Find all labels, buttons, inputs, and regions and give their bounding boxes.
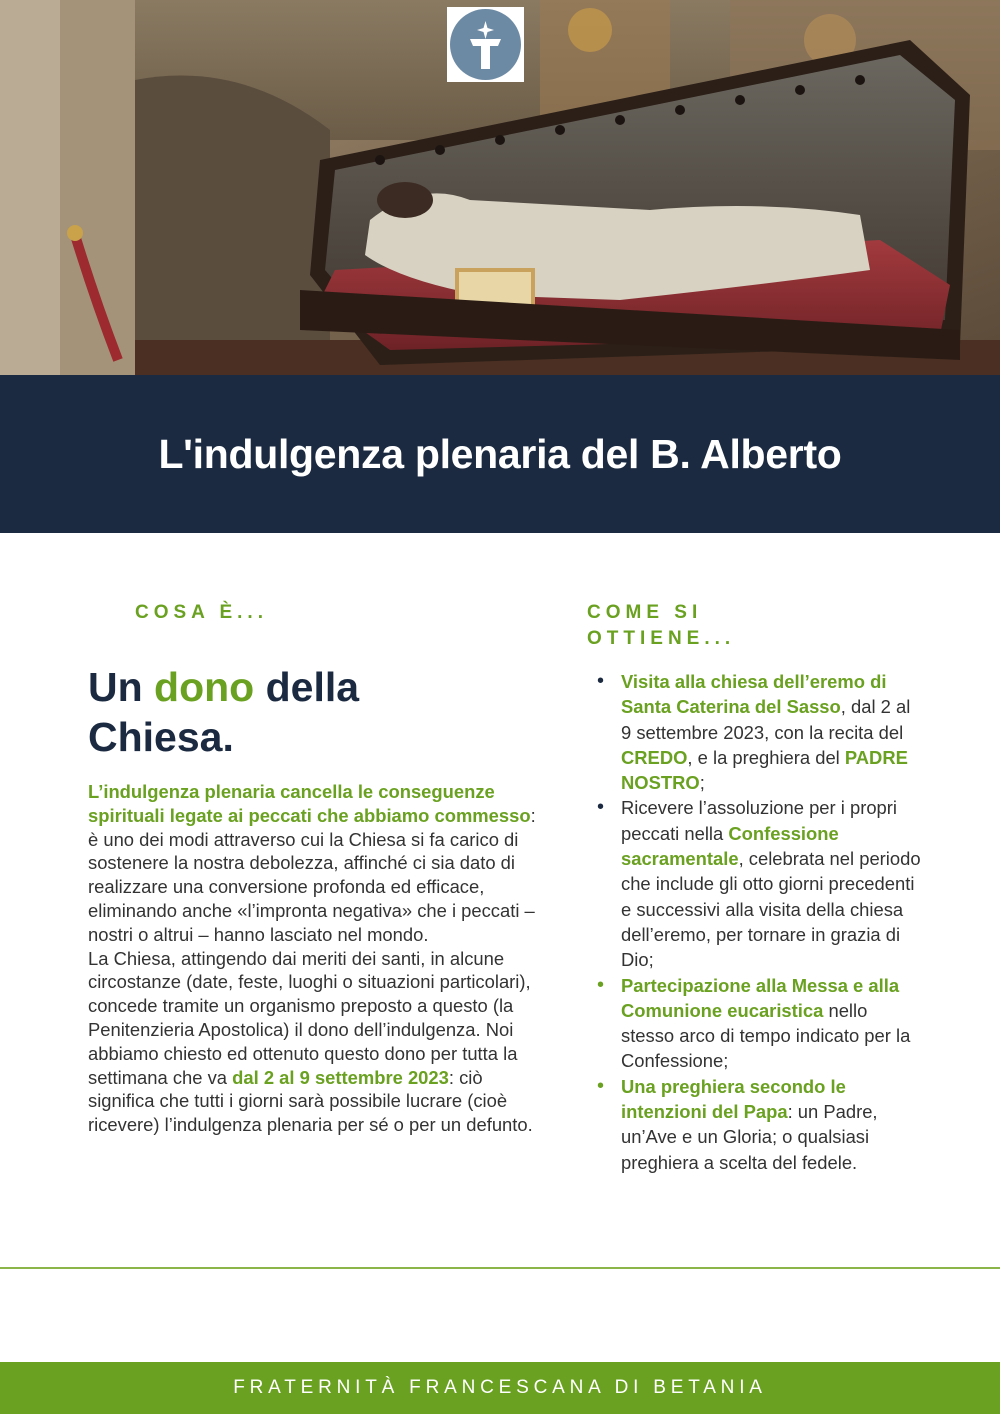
- item2-highlight: Confessione sacramentale: [621, 822, 839, 870]
- p2-end: : ciò significa che tutti i giorni sarà possibile lucrare (cioè ricevere) l’indulgenza plenaria per sé o per un defunto.: [88, 1066, 533, 1136]
- bullet-icon: •: [597, 796, 605, 819]
- left-column-text: [88, 780, 543, 1137]
- tau-cross-icon: [450, 9, 521, 80]
- bullet-icon: •: [597, 670, 605, 692]
- item1-text-b: , e la preghiera del: [687, 746, 845, 768]
- item2-text-a: Ricevere l’assoluzione per i propri peccati nella: [621, 797, 897, 844]
- footer-text: FRATERNITÀ FRANCESCANA DI BETANIA: [233, 1377, 767, 1398]
- item4-highlight: Una preghiera secondo le intenzioni del Papa: [621, 1075, 846, 1123]
- title-banner: [0, 375, 1000, 533]
- item1-highlight: Visita alla chiesa dell’eremo di Santa Caterina del Sasso: [621, 671, 887, 718]
- p1-highlight: L’indulgenza plenaria cancella le conseguenze spirituali legate ai peccati che abbiamo commesso: [88, 781, 531, 826]
- page-title: L'indulgenza plenaria del B. Alberto: [158, 430, 842, 477]
- section-headline: [88, 662, 508, 762]
- p1-text: : è uno dei modi attraverso cui la Chiesa si fa carico di sostenere la nostra debolezza, affinché ci sia dato di realizzare una conversione profonda ed efficace, eliminando anche «l’impronta negativa» che i peccati – nostri o altrui – hanno lasciato nel mondo.: [88, 804, 536, 945]
- bullet-icon: •: [597, 973, 605, 996]
- headline-highlight: dono: [154, 664, 255, 710]
- item2-text-b: , celebrata nel periodo che include gli otto giorni precedenti e successivi alla visita della chiesa dell’eremo, per tornare in grazia di Dio;: [621, 848, 921, 971]
- headline-part-c: della Chiesa.: [88, 664, 360, 760]
- item3-text: nello stesso arco di tempo indicato per la Confessione;: [621, 999, 911, 1072]
- item1-padre-nostro: PADRE NOSTRO: [621, 746, 908, 794]
- item1-text-c: ;: [699, 772, 705, 794]
- requirements-list: [595, 669, 925, 1175]
- item4-text: : un Padre, un’Ave e un Gloria; o qualsiasi preghiera a scelta del fedele.: [621, 1101, 878, 1173]
- list-item: [595, 1074, 925, 1175]
- divider: [0, 1267, 1000, 1269]
- right-column-list: [595, 669, 925, 1175]
- list-item: [595, 795, 925, 972]
- list-item: [595, 973, 925, 1074]
- p2-highlight: dal 2 al 9 settembre 2023: [232, 1066, 449, 1088]
- p2-text: La Chiesa, attingendo dai meriti dei santi, in alcune circostanze (date, feste, luoghi o situazioni particolari), concede tramite un organismo preposto a questo (la Penitenzieria Apostolica) il dono dell’indulgenza. Noi abbiamo chiesto ed ottenuto questo dono per tutta la settimana che va: [88, 947, 531, 1088]
- right-kicker: COME SI OTTIENE...: [587, 602, 736, 649]
- paragraph-2: [88, 947, 543, 1137]
- footer-bar: [0, 1362, 1000, 1414]
- item3-highlight: Partecipazione alla Messa e alla Comunione eucaristica: [621, 974, 900, 1021]
- hero-photo: [0, 0, 1000, 375]
- paragraph-1: [88, 780, 543, 947]
- headline-part-a: Un: [88, 664, 155, 710]
- item1-text-a: , dal 2 al 9 settembre 2023, con la recita del: [621, 696, 911, 743]
- bullet-icon: •: [597, 1074, 605, 1097]
- item1-credo: CREDO: [621, 746, 688, 768]
- left-kicker: COSA È...: [135, 602, 268, 623]
- tau-logo: [447, 7, 524, 82]
- list-item: [595, 669, 925, 795]
